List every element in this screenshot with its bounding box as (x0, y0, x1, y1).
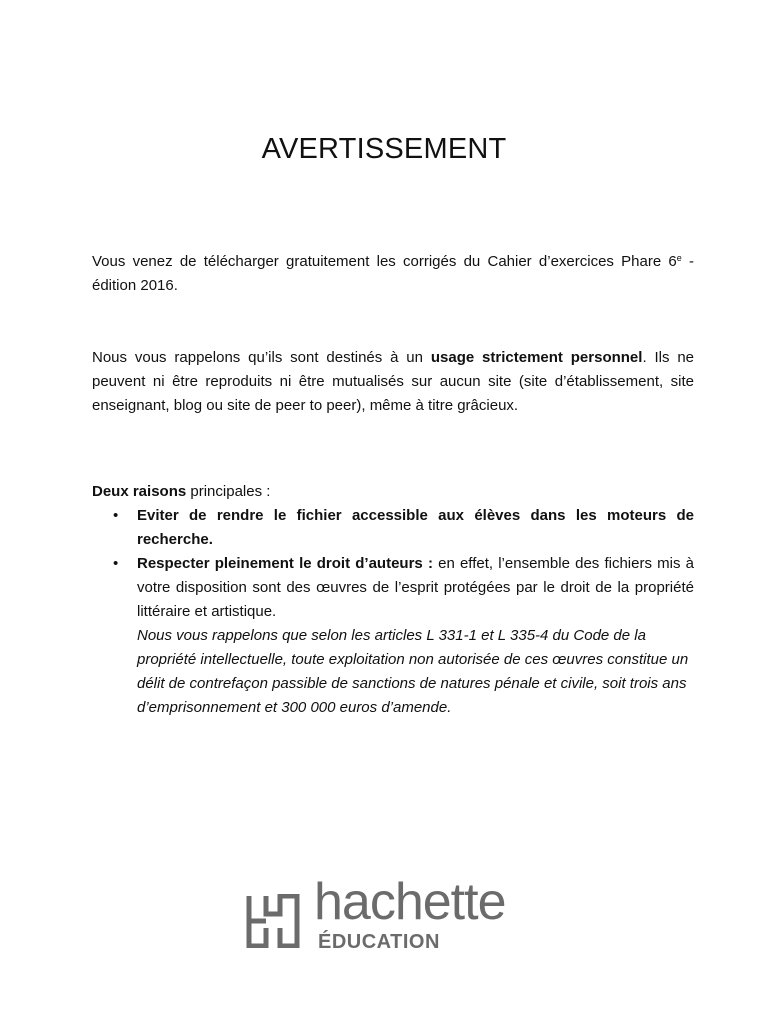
reasons-heading-rest: principales : (186, 483, 271, 500)
bullet-icon: • (113, 507, 119, 524)
hachette-h-mark-icon (246, 894, 300, 948)
notice-emphasis: usage strictement personnel (430, 349, 643, 366)
list-item (92, 552, 694, 720)
notice-paragraph (92, 346, 694, 418)
reason-2-bold: Respecter pleinement le droit d’auteurs : (137, 555, 433, 572)
reasons-heading-bold: Deux raisons (92, 483, 187, 500)
intro-paragraph (92, 250, 694, 298)
page-title: AVERTISSEMENT (261, 133, 507, 165)
reason-1-bold: Eviter de rendre le fichier accessible aux élèves dans les moteurs de recherche. (137, 507, 694, 548)
reasons-heading (92, 480, 694, 504)
logo-subtitle: ÉDUCATION (318, 931, 440, 953)
legal-note: Nous vous rappelons que selon les articles L 331-1 et L 335-4 du Code de la propriété intellectuelle, toute exploitation non autorisée de ces œuvres constitue un délit de contrefaçon passible de sanctions de natures pénale et civile, soit trois ans d’emprisonnement et 300 000 euros d’amende. (137, 627, 689, 716)
notice-text-end: . Ils ne peuvent ni être reproduits ni être mutualisés sur aucun site (site d’établissement, site enseignant, blog ou site de peer to peer), même à titre grâcieux. (92, 349, 695, 414)
intro-edition: - édition 2016. (92, 253, 694, 294)
logo-wordmark: hachette (314, 873, 506, 931)
intro-text: Vous venez de télécharger gratuitement les corrigés du Cahier d’exercices Phare 6 (92, 253, 677, 270)
reason-2-text: en effet, l’ensemble des fichiers mis à votre disposition sont des œuvres de l’esprit protégées par le droit de la propriété littéraire et artistique. (137, 555, 694, 620)
hachette-education-logo (242, 874, 532, 956)
reasons-list (92, 504, 694, 720)
intro-superscript: e (676, 253, 682, 263)
list-item (92, 504, 694, 552)
bullet-icon: • (113, 555, 119, 572)
notice-text-start: Nous vous rappelons qu’ils sont destinés à un (92, 349, 431, 366)
reasons-section (92, 480, 694, 720)
